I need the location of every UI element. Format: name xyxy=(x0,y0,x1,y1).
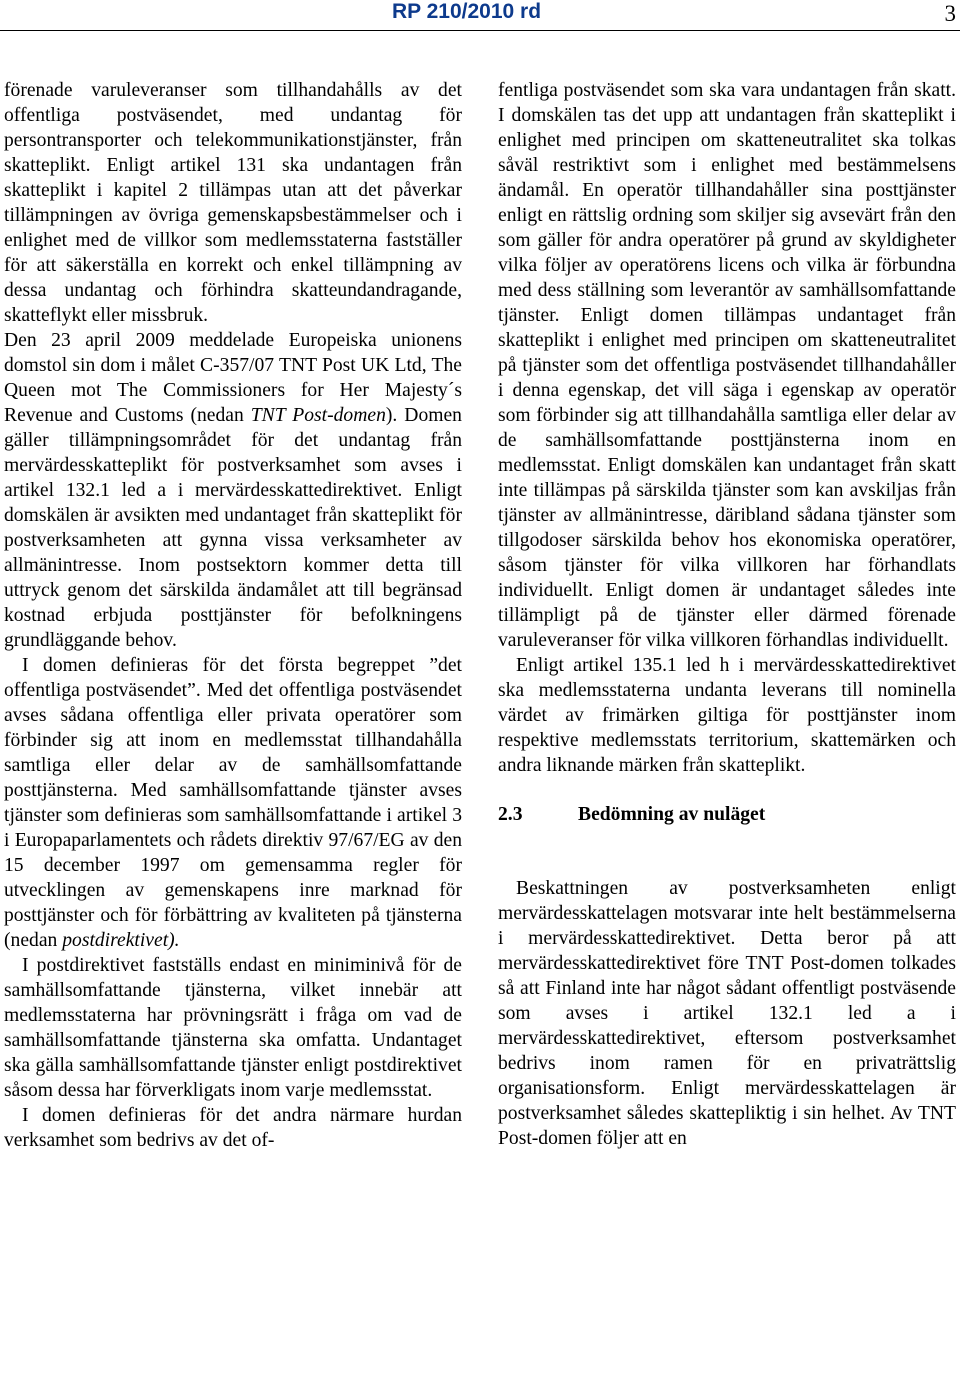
page-number: 3 xyxy=(944,1,956,26)
paragraph: Den 23 april 2009 meddelade Europeiska unionens domstol sin dom i målet C-357/07 TNT Post UK Ltd, The Queen mot The Commissioners for Her Majesty´s Revenue and Customs (nedan TNT Post-domen). Domen gäller tillämpningsområdet för det undantag från mervärdesskatteplikt för postverksamhet som avses i artikel 132.1 led a i mervärdesskattedirektivet. Enligt domskälen är avsikten med undantaget från skatteplikt för postverksamheten att gynna vissa verksamheter av allmänintresse. Inom postsektorn kommer detta till uttryck genom det särskilda ändamålet att till begränsad kostnad erbjuda posttjänster för befolkningens grundläggande behov. xyxy=(4,330,462,651)
paragraph: I domen definieras för det första begreppet ”det offentliga postväsendet”. Med det offentliga postväsendet avses sådana offentliga eller privata operatörer som förbinder sig att inom en medlemsstat tillhandahålla samtliga eller delar av de samhällsomfattande posttjänsterna. Med samhällsomfattande tjänster avses tjänster som definieras som samhällsomfattande i artikel 3 i Europaparlamentets och rådets direktiv 97/67/EG av den 15 december 1997 om gemensamma regler för utvecklingen av gemenskapens inre marknad för posttjänster och för förbättring av kvaliteten på tjänsterna (nedan postdirektivet). xyxy=(4,655,462,951)
header-rule xyxy=(0,30,960,31)
paragraph: förenade varuleveranser som tillhandahålls av det offentliga postväsendet, med undantag för persontransporter och telekommunikationstjänster, från skatteplikt. Enligt artikel 131 ska undantagen från skatteplikt i kapitel 2 tillämpas utan att det påverkar tillämpningen av övriga gemenskapsbestämmelser och i enlighet med de villkor som medlemsstaterna fastställer för att säkerställa en korrekt och enkel tillämpning av dessa undantag och förhindra skatteundandragande, skatteflykt eller missbruk. xyxy=(4,80,462,326)
section-title: Bedömning av nuläget xyxy=(578,804,766,825)
paragraph: I postdirektivet fastställs endast en miniminivå för de samhällsomfattande tjänsterna, vilket innebär att medlemsstaterna har prövningsrätt i fråga om vad de samhällsomfattande tjänsterna ska omfatta. Undantaget ska gälla samhällsomfattande tjänster enligt postdirektivet såsom dessa har förverkligats inom varje medlemsstat. xyxy=(4,955,462,1101)
page-header xyxy=(0,0,960,30)
paragraph: I domen definieras för det andra närmare hurdan verksamhet som bedrivs av det of- xyxy=(4,1105,462,1151)
section-heading xyxy=(498,802,956,827)
paragraph: fentliga postväsendet som ska vara undantagen från skatt. I domskälen tas det upp att undantagen från skatteplikt i enlighet med principen om skatteneutralitet ska tolkas såväl restriktivt som i enlighet med bestämmelsens ändamål. En operatör tillhandahåller sina posttjänster enligt en rättslig ordning som skiljer sig avsevärt från den som gäller för andra operatörer på grund av skyldigheter vilka följer av operatörens licens och vilka är förbundna med dess ställning som leverantör av samhällsomfattande tjänster. Enligt domen tillämpas undantaget från skatteplikt i enlighet med principen om skatteneutralitet på tjänster som det offentliga postväsendet tillhandahåller i denna egenskap, det vill säga i egenskap av operatör som förbinder sig att tillhandahålla samtliga eller delar av de samhällsomfattande posttjänsterna inom en medlemsstat. Enligt domskälen kan undantaget från skatt inte tillämpas på särskilda tjänster som kan avskiljas från tjänster av allmänintresse, däribland sådana tjänster som tillgodoser särskilda behov hos ekonomiska operatörer, såsom tjänster för vilka villkoren har förhandlats individuellt. Enligt domen är undantaget således inte tillämpligt på de tjänster eller därmed förenade varuleveranser för vilka villkoren förhandlas individuellt. xyxy=(498,80,956,651)
right-column xyxy=(498,78,956,1151)
paragraph: Beskattningen av postverksamheten enligt mervärdesskattelagen motsvarar inte helt bestämmelserna i mervärdesskattedirektivet. Detta beror på att mervärdesskattedirektivet före TNT Post-domen tolkades så att Finland inte har något sådant offentligt postväsende som avses i artikel 132.1 led a i mervärdesskattedirektivet, eftersom postverksamhet bedrivs inom ramen för en privaträttslig organisationsform. Enligt mervärdesskattelagen är postverksamhet således skattepliktig i sin helhet. Av TNT Post-domen följer att en xyxy=(498,878,956,1149)
document-id: RP 210/2010 rd xyxy=(392,0,542,23)
section-number: 2.3 xyxy=(498,804,523,825)
paragraph: Enligt artikel 135.1 led h i mervärdesskattedirektivet ska medlemsstaterna undanta leverans till nominella värdet av frimärken giltiga för posttjänster inom respektive medlemsstats territorium, skattemärken och andra liknande märken från skatteplikt. xyxy=(498,655,956,776)
left-column xyxy=(4,78,462,1153)
